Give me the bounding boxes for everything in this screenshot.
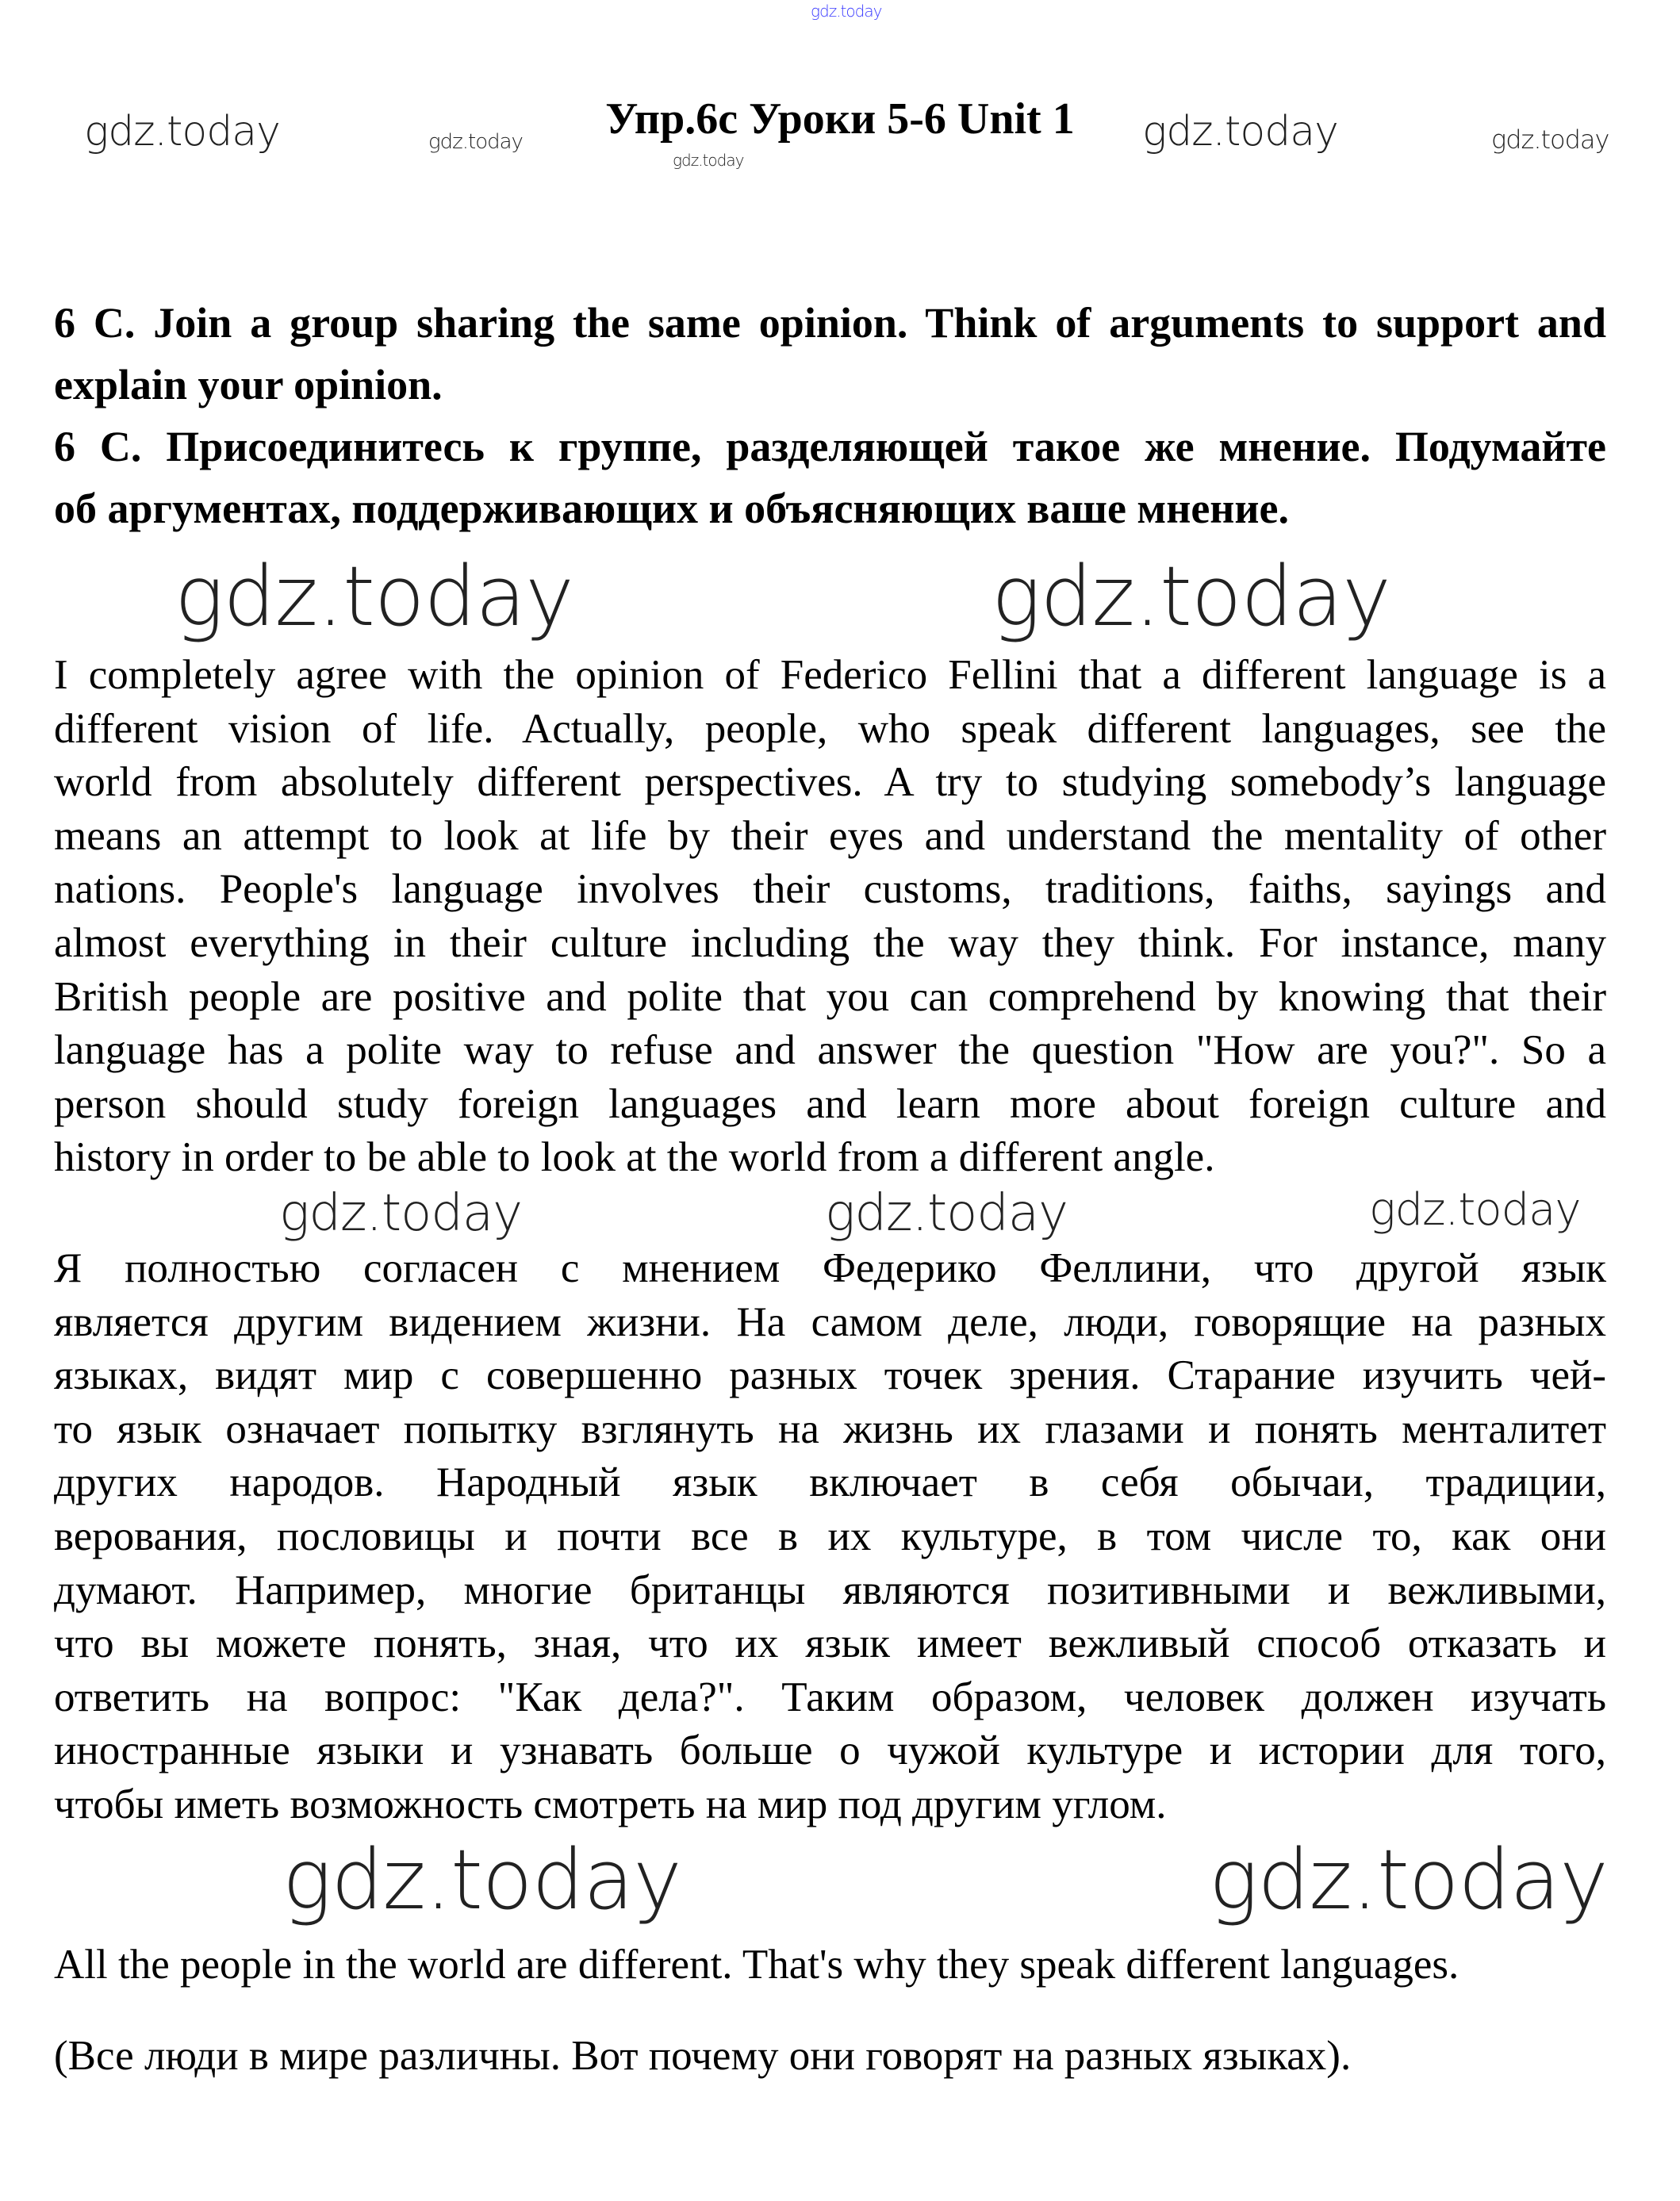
watermark-top: gdz.today: [811, 2, 882, 21]
watermark: gdz.today: [992, 548, 1390, 645]
watermark: gdz.today: [282, 1831, 681, 1928]
watermark: gdz.today: [175, 548, 573, 645]
watermark: gdz.today: [825, 1184, 1068, 1243]
watermark: gdz.today: [1209, 1831, 1608, 1928]
exercise-heading: [54, 292, 1606, 539]
text-line: Я полностью согласен с мнением Федерико Феллини, что другой язык: [54, 1245, 1606, 1291]
watermark: gdz.today: [1142, 108, 1338, 155]
watermark: gdz.today: [673, 151, 744, 170]
text-line: person should study foreign languages and learn more about foreign culture and: [54, 1080, 1606, 1127]
text-line: чтобы иметь возможность смотреть на мир под другим углом.: [54, 1781, 1167, 1827]
text-line: nations. People's language involves their customs, traditions, faiths, sayings and: [54, 866, 1606, 913]
text-line: думают. Например, многие британцы являются позитивными и вежливыми,: [54, 1566, 1606, 1613]
text-line: что вы можете понять, зная, что их язык имеет вежливый способ отказать и: [54, 1620, 1606, 1667]
watermark: gdz.today: [279, 1184, 522, 1243]
page-title: Упр.6с Уроки 5-6 Unit 1: [605, 94, 1075, 144]
answer-paragraph-en: [54, 649, 1606, 1185]
text-line: является другим видением жизни. На самом деле, люди, говорящие на разных: [54, 1298, 1606, 1345]
text-line: других народов. Народный язык включает в себя обычаи, традиции,: [54, 1459, 1606, 1506]
watermark: gdz.today: [1369, 1184, 1581, 1236]
text-line: верования, пословицы и почти все в их культуре, в том числе то, как они: [54, 1513, 1606, 1559]
text-line: means an attempt to look at life by their eyes and understand the mentality of other: [54, 812, 1606, 859]
answer-paragraph-ru: [54, 1242, 1606, 1832]
watermark: gdz.today: [84, 108, 280, 155]
text-line: I completely agree with the opinion of Federico Fellini that a different language is a: [54, 652, 1606, 698]
text-line: history in order to be able to look at the world from a different angle.: [54, 1134, 1215, 1181]
text-line: language has a polite way to refuse and answer the question "How are you?". So a: [54, 1027, 1606, 1074]
summary-ru: (Все люди в мире различны. Вот почему они говорят на разных языках).: [54, 2033, 1352, 2079]
watermark: gdz.today: [1491, 125, 1609, 155]
heading-en-line: 6 C. Join a group sharing the same opinion. Think of arguments to support and: [54, 299, 1606, 347]
text-line: almost everything in their culture including the way they think. For instance, many: [54, 919, 1606, 966]
text-line: то язык означает попытку взглянуть на жизнь их глазами и понять менталитет: [54, 1405, 1606, 1452]
text-line: world from absolutely different perspectives. A try to studying somebody’s language: [54, 759, 1606, 806]
text-line: British people are positive and polite that you can comprehend by knowing that their: [54, 973, 1606, 1020]
heading-ru-line: об аргументах, поддерживающих и объясняющих ваше мнение.: [54, 485, 1289, 532]
text-line: языках, видят мир с совершенно разных точек зрения. Старание изучить чей-: [54, 1352, 1606, 1399]
text-line: иностранные языки и узнавать больше о чужой культуре и истории для того,: [54, 1727, 1606, 1774]
heading-ru-line: 6 С. Присоединитесь к группе, разделяющей такое же мнение. Подумайте: [54, 423, 1606, 470]
summary-en: All the people in the world are different. That's why they speak different languages.: [54, 1942, 1459, 1988]
watermark: gdz.today: [428, 130, 523, 154]
text-line: ответить на вопрос: "Как дела?". Таким образом, человек должен изучать: [54, 1674, 1606, 1720]
heading-en-line: explain your opinion.: [54, 361, 443, 408]
text-line: different vision of life. Actually, people, who speak different languages, see the: [54, 705, 1606, 752]
